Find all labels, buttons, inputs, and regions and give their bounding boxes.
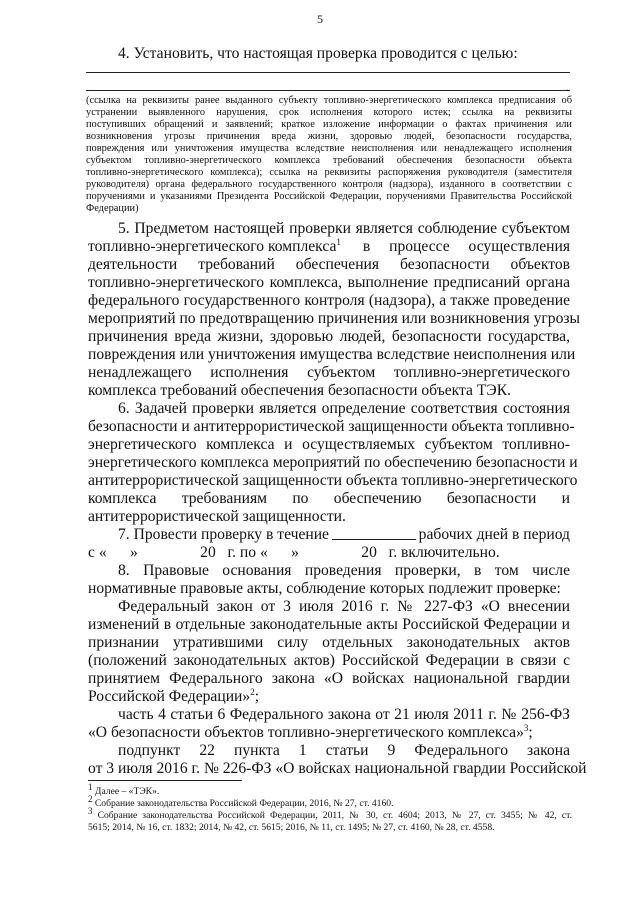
item6-line: комплекса требованиям по обеспечению безопасности и [88,490,570,507]
item6-line: антитеррористической защищенности. [88,508,346,525]
item6-line: 6. Задачей проверки является определение соответствия состояния [118,400,570,417]
item5-line2-start [88,238,341,256]
blank-line [86,72,570,73]
punct: ; [254,688,260,705]
blank-line [86,90,570,91]
law-line: подпункт 22 пункта 1 статьи 9 Федерального закона [118,742,570,759]
law-line: от 3 июля 2016 г. № 226-ФЗ «О войсках национальной гвардии Российской [88,760,587,777]
law-line: изменений в отдельные законодательные акты Российской Федерации и [88,616,570,633]
footnote-number: 2 [88,793,93,804]
law-line [88,724,570,742]
item5-line: ненадлежащего исполнения субъектом топливно-энергетического [88,364,570,381]
footnote-2 [88,793,572,809]
word: осуществления [468,238,570,255]
word: в [362,238,371,255]
punct: ; [528,724,533,741]
item5-line: деятельности требований обеспечения безопасности объектов [88,256,570,273]
note-line: (ссылка на реквизиты ранее выданного субъекту топливно-энергетического комплекса предписания об [86,95,572,106]
page-number: 5 [317,12,323,26]
footnote-3-cont: 5615; 2014, № 16, ст. 1832; 2014, № 42, ст. 5615; 2016, № 11, ст. 1495; № 27, ст. 4160, № 28, ст. 4558. [88,822,495,833]
item6-line: антитеррористической защищенности объекта топливно-энергетического [88,472,578,489]
note-line: руководителя) органа федерального государственного контроля (надзора), изданного в соответствии с [86,179,572,190]
footnote-number: 3 [88,805,93,816]
item5-line: топливно-энергетического комплекса, выполнение предписаний органа [88,274,570,291]
footnote-ref: 2 [250,686,255,697]
note-line: поступивших обращений и заявлений; краткое изложение информации о фактах причинения или [86,119,572,130]
note-line: топливно-энергетического комплекса); ссылка на реквизиты распоряжения руководителя (заместителя [86,167,572,178]
item6-line: энергетического комплекса мероприятий по обеспечению безопасности и [88,454,578,471]
note-line: поручениями и указаниями Президента Российской Федерации, поручениями Правительства Российской [86,191,572,202]
item4-title: 4. Установить, что настоящая проверка проводится с целью: [118,45,518,62]
note-line: повреждения или уничтожения имущества вследствие неисполнения или ненадлежащего исполнения [86,143,572,154]
footnote-text: Собрание законодательства Российской Федерации, 2016, № 27, ст. 4160. [92,798,394,809]
note-line: устранении выявленного нарушения, срок исполнения которого истек; ссылка на реквизиты [86,107,572,118]
footnote-3 [88,805,572,821]
law-line: часть 4 статьи 6 Федерального закона от 21 июля 2011 г. № 256-ФЗ [118,706,570,723]
footnote-ref: 1 [336,236,341,247]
law-text: Российской Федерации» [88,688,251,705]
item7-text-start: 7. Провести проверку в течение [118,526,329,543]
item6-line: безопасности и антитеррористической защищенности объекта топливно- [88,418,575,435]
footnote-text: Собрание законодательства Российской Федерации, 2011, № 30, ст. 4604; 2013, № 27, ст. 3455; № 42, ст. [92,810,572,821]
word: процессе [389,238,450,255]
law-line: Федеральный закон от 3 июля 2016 г. № 227-ФЗ «О внесении [118,598,570,615]
days-blank [332,526,416,540]
footnote-number: 1 [88,781,93,792]
footnote-ref: 3 [523,722,529,733]
item8-line: нормативные правовые акты, соблюдение которых подлежит проверке: [88,580,561,597]
item5-line: комплекса требований обеспечения безопасности объекта ТЭК. [88,382,511,399]
item8-line: 8. Правовые основания проведения проверки, в том числе [118,562,570,579]
item5-line2-rest [341,238,570,256]
law-line: признании утратившими силу отдельных законодательных актов [88,634,570,651]
law-line: принятием Федерального закона «О войсках национальной гвардии [88,670,570,687]
law-line [88,688,570,706]
note-line: субъектом топливно-энергетического комплекса требований обеспечения безопасности объекта [86,155,572,166]
item5-line: федерального государственного контроля (надзора), а также проведение [88,292,570,309]
item6-line: энергетического комплекса и осуществляемых субъектом топливно- [88,436,570,453]
item5-line: 5. Предметом настоящей проверки является соблюдение субъектом [118,220,570,237]
item7-line [118,526,570,544]
item5-line: причинения вреда жизни, здоровью людей, безопасности государства, [88,328,570,345]
footnote-text: Далее – «ТЭК». [92,786,160,797]
law-line: (положений законодательных актов) Российской Федерации в связи с [88,652,570,669]
item5-line: мероприятий по предотвращению причинения или возникновения угрозы [88,310,581,327]
item5-line [88,238,570,256]
item5-line: повреждения или уничтожения имущества вследствие неисполнения или [88,346,576,363]
item5-term: топливно-энергетического комплекса [88,238,337,255]
law-text: «О безопасности объектов топливно-энергетического комплекса» [88,724,524,741]
item7-period: с « » 20 г. по « » 20 г. включительно. [88,544,500,561]
item7-text-end: рабочих дней в период [418,526,570,543]
note-line: возникновения угрозы причинения вреда жизни, здоровью людей, безопасности государства, [86,131,572,142]
footnote-separator [88,780,242,781]
footnote-1 [88,781,572,797]
note-line: Федерации) [86,203,139,214]
period-mark: . [566,80,569,94]
